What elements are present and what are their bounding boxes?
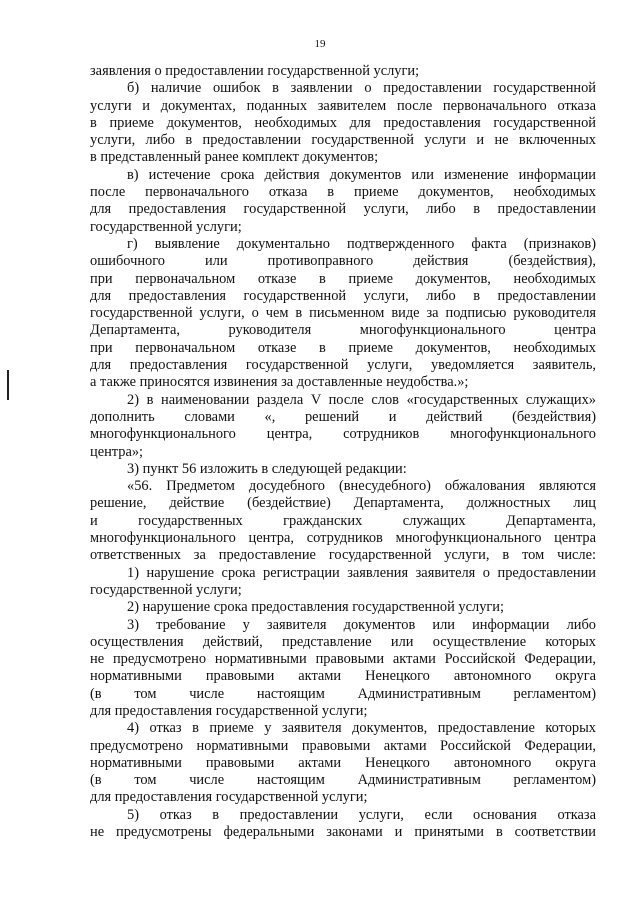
text-line: для предоставления государственной услуги, либо в предоставлении [90,201,596,218]
text-line: услуги и документах, поданных заявителем после первоначального отказа [90,97,596,114]
text-line: 3) требование у заявителя документов или информации либо [127,616,596,633]
text-line: 4) отказ в приеме у заявителя документов, предоставление которых [127,720,596,737]
text-line: 2) нарушение срока предоставления государственной услуги; [127,599,504,616]
text-line: (в том числе настоящим Административным регламентом) [90,772,596,789]
text-line: (в том числе настоящим Административным регламентом) [90,685,596,702]
text-line: нормативными правовыми актами Ненецкого автономного округа [90,668,596,685]
text-line: а также приносятся извинения за доставленные неудобства.»; [90,374,469,391]
text-line: для предоставления государственной услуги, либо в предоставлении [90,287,596,304]
text-line: заявления о предоставлении государственной услуги; [90,63,420,79]
text-line: 5) отказ в предоставлении услуги, если основания отказа [127,806,596,823]
text-line: при первоначальном отказе в приеме документов, необходимых [90,339,596,356]
text-line: ошибочного или противоправного действия (бездействия), [90,253,596,270]
text-line: ответственных за предоставление государственной услуги, в том числе: [90,547,596,564]
text-line: многофункционального центра, сотрудников многофункционального [90,426,596,443]
text-line: предусмотрено нормативными правовыми актами Российской Федерации, [90,737,596,754]
body-text [90,63,596,841]
text-line: нормативными правовыми актами Ненецкого автономного округа [90,754,596,771]
text-line: при первоначальном отказе в приеме документов, необходимых [90,270,596,287]
text-line: многофункционального центра, сотрудников многофункционального центра [90,530,596,547]
text-line: 1) нарушение срока регистрации заявления заявителя о предоставлении [127,564,596,581]
text-line: г) выявление документально подтвержденного факта (признаков) [127,235,596,252]
text-line: «56. Предметом досудебного (внесудебного) обжалования являются [127,478,596,495]
text-line: дополнить словами «, решений и действий (бездействия) [90,408,596,425]
text-line: для предоставления государственной услуги, уведомляется заявитель, [90,357,596,374]
text-line: и государственных гражданских служащих Департамента, [90,512,596,529]
text-line: Департамента, руководителя многофункционального центра [90,322,596,339]
text-line: государственной услуги; [90,218,242,235]
text-line: государственной услуги; [90,581,242,598]
text-line: услуги, либо в предоставлении государственной услуги и не включенных [90,132,596,149]
text-line: государственной услуги, о чем в письменном виде за подписью руководителя [90,305,596,322]
text-line: не предусмотрены федеральными законами и принятыми в соответствии [90,824,596,841]
text-line: в представленный ранее комплект документов; [90,149,379,166]
text-line: в приеме документов, необходимых для предоставления государственной [90,114,596,131]
text-line: для предоставления государственной услуги; [90,789,368,806]
page-number: 19 [314,38,326,50]
text-line: решение, действие (бездействие) Департамента, должностных лиц [90,495,596,512]
text-line: 3) пункт 56 изложить в следующей редакции: [127,460,407,477]
text-line: б) наличие ошибок в заявлении о предоставлении государственной [127,80,596,97]
margin-mark [7,370,9,400]
text-line: после первоначального отказа в приеме документов, необходимых [90,184,596,201]
text-line: 2) в наименовании раздела V после слов «государственных служащих» [127,391,596,408]
text-line: не предусмотрено нормативными правовыми актами Российской Федерации, [90,651,596,668]
text-line: для предоставления государственной услуги; [90,702,368,719]
text-line: осуществления действий, представление или осуществление которых [90,633,596,650]
text-line: центра»; [90,443,144,460]
text-line: в) истечение срока действия документов или изменение информации [127,166,596,183]
